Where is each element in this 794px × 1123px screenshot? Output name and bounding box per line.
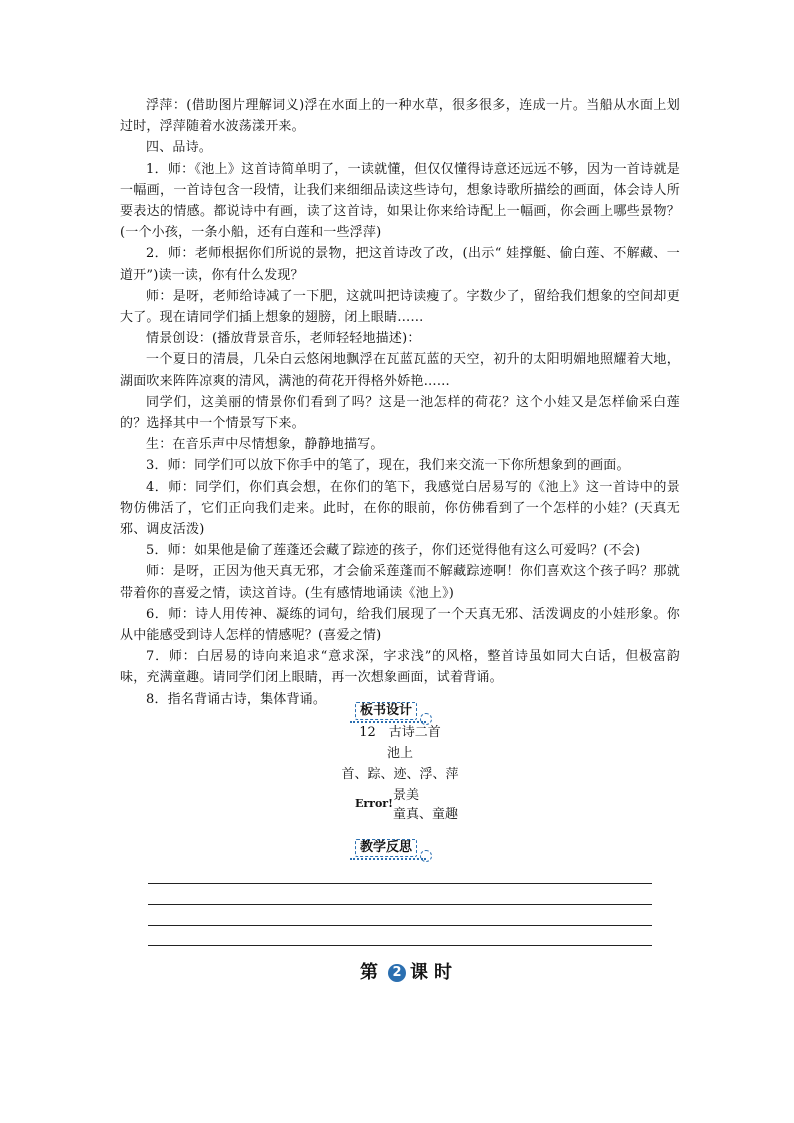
paragraph-scene-description: 一个夏日的清晨，几朵白云悠闲地飘浮在瓦蓝瓦蓝的天空，初升的太阳明媚地照耀着大地，湖面吹来阵阵凉爽的清风，满池的荷花开得格外娇艳…… — [120, 352, 680, 389]
board-title: 12 古诗二首 — [359, 725, 441, 740]
section-heading-pinshi: 四、品诗。 — [146, 140, 213, 156]
paragraph-teacher-remark: 师：是呀，老师给诗减了一下肥，这就叫把诗读瘦了。字数少了，留给我们想象的空间却更大了。现在请同学们插上想象的翅膀，闭上眼睛…… — [120, 288, 680, 326]
lesson-prefix: 第 — [360, 962, 384, 983]
lesson-heading — [360, 958, 458, 984]
error-marker: Error! — [355, 797, 393, 810]
paragraph-fuping: 浮萍：(借助图片理解词义)浮在水面上的一种水草，很多很多，连成一片。当船从水面上划过时，浮萍随着水波荡漾开来。 — [120, 98, 680, 135]
lesson-suffix: 课时 — [410, 962, 458, 983]
reflection-line-3 — [148, 925, 652, 926]
lesson-number-badge: 2 — [388, 964, 406, 982]
board-design-label: 板书设计 — [360, 703, 413, 718]
board-theme-childlike: 童真、童趣 — [393, 807, 459, 822]
tag-underline — [350, 856, 426, 860]
paragraph-step-4: 4．师：同学们，你们真会想，在你们的笔下，我感觉白居易写的《池上》这一首诗中的景物仿佛活了，它们正向我们走来。此时，在你的眼前，你仿佛看到了一个怎样的小娃？(天真无邪、调皮活泼) — [120, 479, 680, 538]
board-design — [330, 722, 470, 785]
reflection-line-2 — [148, 904, 652, 905]
paragraph-step-8: 8．指名背诵古诗，集体背诵。 — [146, 691, 327, 707]
reflection-line-4 — [148, 945, 652, 946]
board-themes — [393, 786, 458, 824]
board-theme-scene: 景美 — [393, 788, 420, 803]
teaching-reflection-tag — [355, 839, 417, 857]
paragraph-step-6: 6．师：诗人用传神、凝练的词句，给我们展现了一个天真无邪、活泼调皮的小娃形象。你从中能感受到诗人怎样的情感呢？(喜爱之情) — [120, 606, 680, 644]
paragraph-teacher-response: 师：是呀，正因为他天真无邪，才会偷采莲蓬而不解藏踪迹啊！你们喜欢这个孩子吗？那就带着你的喜爱之情，读这首诗。(生有感情地诵读《池上》) — [120, 564, 680, 601]
paragraph-step-1: 1．师：《池上》这首诗简单明了，一读就懂，但仅仅懂得诗意还远远不够，因为一首诗就是一幅画，一首诗包含一段情，让我们来细细品读这些诗句，想象诗歌所描绘的画面，体会诗人所要表达的情感。都说诗中有画，读了这首诗，如果让你来给诗配上一幅画，你会画上哪些景物？(一个小孩，一条小船，还有白莲和一些浮萍) — [120, 161, 680, 241]
paragraph-student-activity: 生：在音乐声中尽情想象，静静地描写。 — [146, 437, 384, 453]
paragraph-step-2: 2．师：老师根据你们所说的景物，把这首诗改了改，(出示“ 娃撑艇、偷白莲、不解藏、一道开”)读一读，你有什么发现？ — [120, 246, 680, 283]
board-design-tag — [355, 702, 417, 720]
board-poem-name: 池上 — [386, 746, 413, 761]
reflection-line-1 — [148, 883, 652, 884]
teaching-reflection-label: 教学反思 — [360, 840, 413, 855]
board-characters: 首、踪、迹、浮、萍 — [341, 767, 459, 782]
paragraph-question: 同学们，这美丽的情景你们看到了吗？这是一池怎样的荷花？这个小娃又是怎样偷采白莲的？选择其中一个情景写下来。 — [120, 394, 680, 432]
body-text — [120, 95, 680, 710]
paragraph-step-7: 7．师：白居易的诗向来追求“意求深，字求浅”的风格，整首诗虽如同大白话，但极富韵味，充满童趣。请同学们闭上眼睛，再一次想象画面，试着背诵。 — [120, 649, 680, 686]
paragraph-step-5: 5．师：如果他是偷了莲蓬还会藏了踪迹的孩子，你们还觉得他有这么可爱吗？(不会) — [146, 543, 641, 559]
tag-ornament — [420, 850, 432, 862]
paragraph-step-3: 3．师：同学们可以放下你手中的笔了，现在，我们来交流一下你所想象到的画面。 — [146, 458, 630, 474]
paragraph-scene-setup: 情景创设：(播放背景音乐，老师轻轻地描述)： — [146, 331, 421, 347]
